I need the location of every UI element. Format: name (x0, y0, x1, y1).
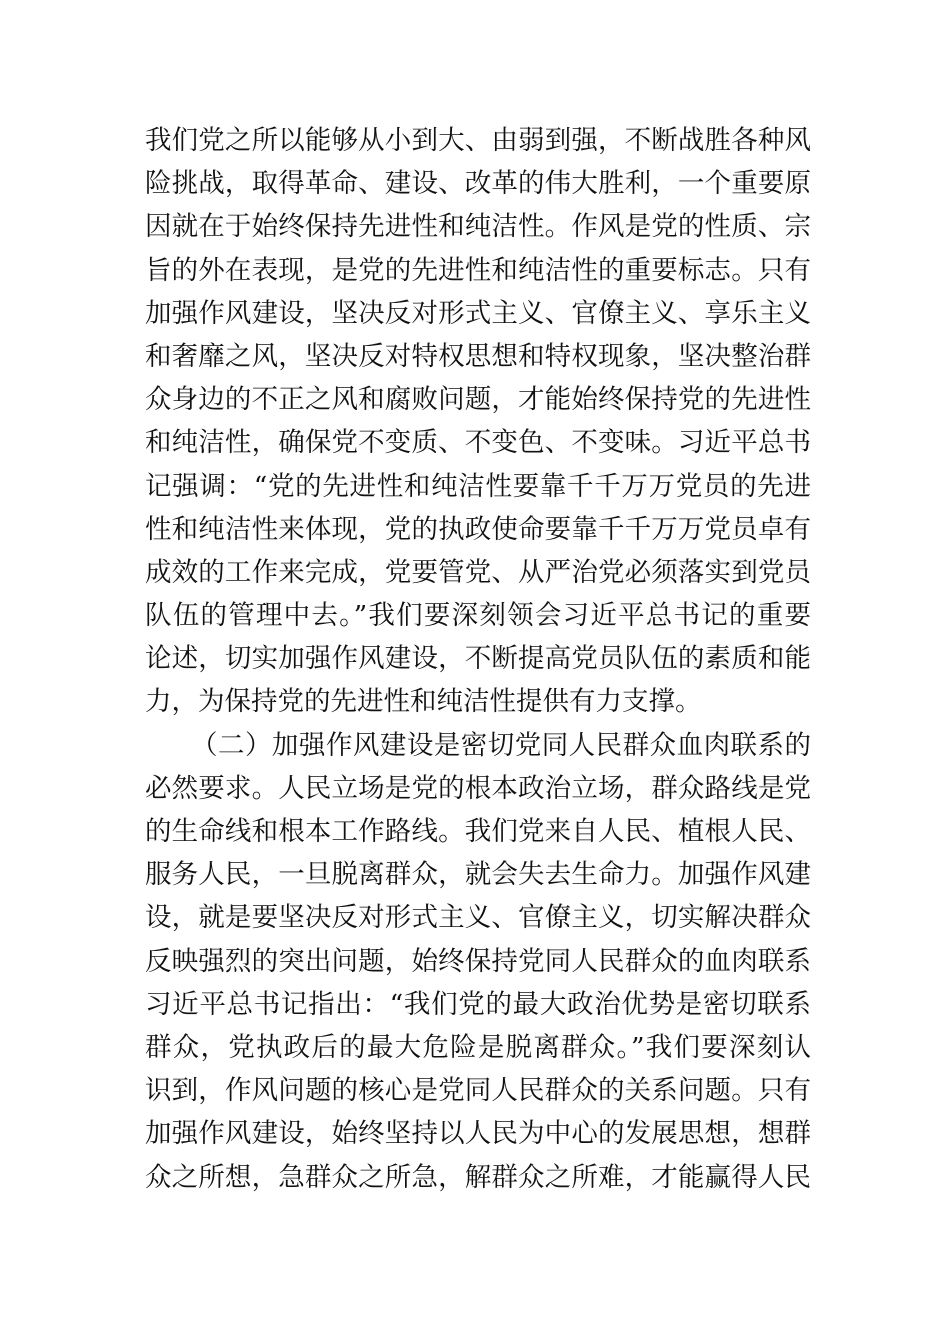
section-heading-line: （二）加强作风建设是密切党同人民群众血肉联系的 (191, 729, 811, 761)
text-line: 服务人民，一旦脱离群众，就会失去生命力。加强作风建 (145, 859, 811, 891)
text-line: 加强作风建设，始终坚持以人民为中心的发展思想，想群 (145, 1118, 811, 1150)
text-line: 众之所想，急群众之所急，解群众之所难，才能赢得人民 (145, 1161, 811, 1193)
text-line: 习近平总书记指出：“我们党的最大政治优势是密切联系 (145, 988, 811, 1020)
text-line: 众身边的不正之风和腐败问题，才能始终保持党的先进性 (145, 384, 811, 416)
text-line: 设，就是要坚决反对形式主义、官僚主义，切实解决群众 (145, 902, 811, 934)
text-line: 队伍的管理中去。”我们要深刻领会习近平总书记的重要 (145, 600, 811, 632)
text-line: 必然要求。人民立场是党的根本政治立场，群众路线是党 (145, 772, 811, 804)
text-line: 成效的工作来完成，党要管党、从严治党必须落实到党员 (145, 556, 811, 588)
text-line: 旨的外在表现，是党的先进性和纯洁性的重要标志。只有 (145, 254, 811, 286)
body-text (145, 119, 811, 1199)
text-line: 的生命线和根本工作路线。我们党来自人民、植根人民、 (145, 816, 811, 847)
text-line: 性和纯洁性来体现，党的执政使命要靠千千万万党员卓有 (145, 513, 811, 545)
text-line: 反映强烈的突出问题，始终保持党同人民群众的血肉联系 (145, 945, 811, 977)
text-line: 和纯洁性，确保党不变质、不变色、不变味。习近平总书 (145, 427, 811, 459)
text-line: 群众，党执政后的最大危险是脱离群众。”我们要深刻认 (145, 1031, 811, 1063)
paragraph-1 (145, 119, 811, 724)
text-line: 识到，作风问题的核心是党同人民群众的关系问题。只有 (145, 1075, 811, 1107)
text-line: 加强作风建设，坚决反对形式主义、官僚主义、享乐主义 (145, 297, 811, 329)
text-line: 记强调：“党的先进性和纯洁性要靠千千万万党员的先进 (145, 470, 811, 502)
text-line: 和奢靡之风，坚决反对特权思想和特权现象，坚决整治群 (145, 340, 811, 372)
text-line: 论述，切实加强作风建设，不断提高党员队伍的素质和能 (145, 643, 811, 675)
paragraph-2 (145, 724, 811, 1199)
text-line: 力，为保持党的先进性和纯洁性提供有力支撑。 (145, 686, 702, 718)
text-line: 因就在于始终保持先进性和纯洁性。作风是党的性质、宗 (145, 211, 811, 243)
text-line: 我们党之所以能够从小到大、由弱到强，不断战胜各种风 (145, 125, 811, 156)
text-line: 险挑战，取得革命、建设、改革的伟大胜利，一个重要原 (145, 168, 811, 200)
